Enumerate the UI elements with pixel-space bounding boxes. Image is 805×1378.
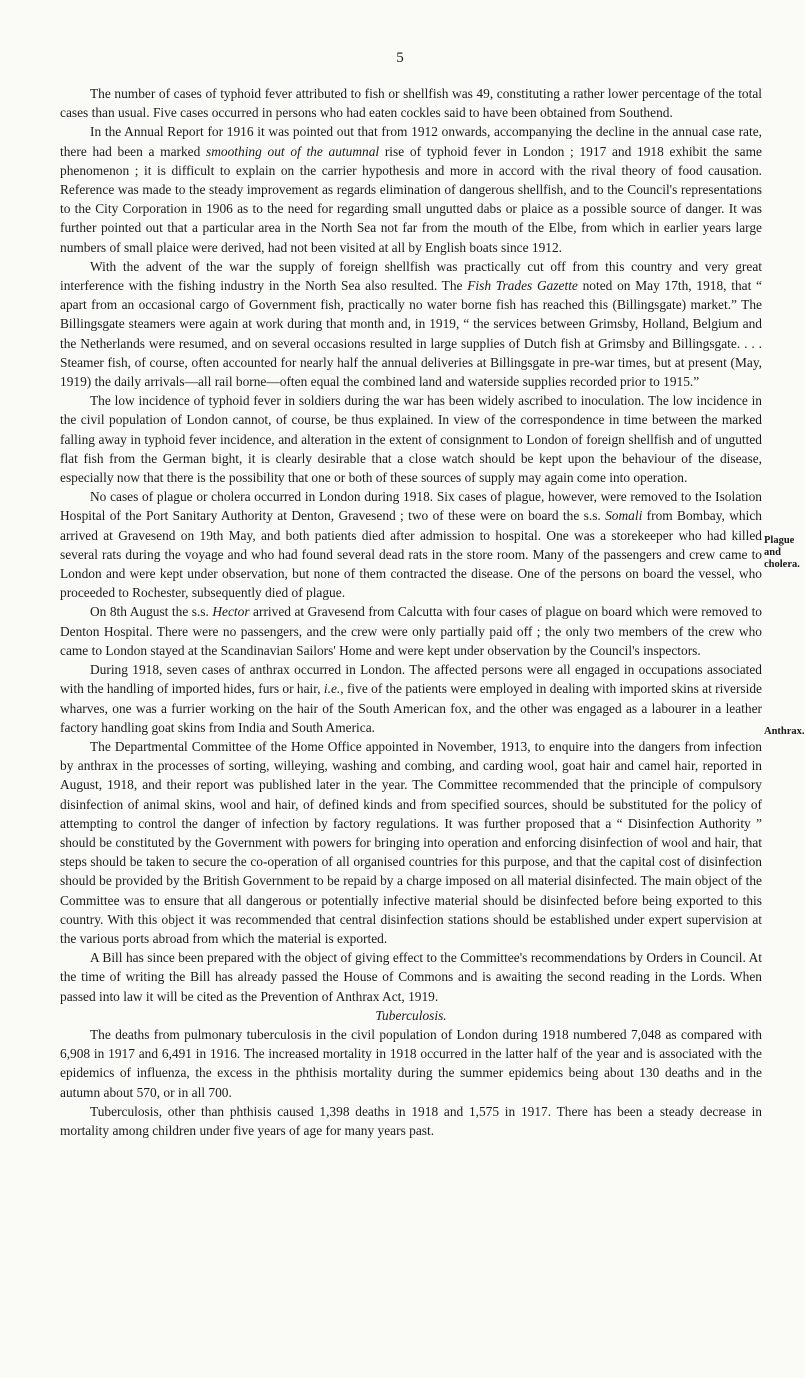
paragraph-inoculation: The low incidence of typhoid fever in soldiers during the war has been widely ascribed to inoculation. The low incidence in the civil population of London cannot, of course, be thus explained. In view of the correspondence in time between the marked falling away in typhoid fever incidence, and alteration in the extent of consignment to London of foreign shellfish and of ungutted flat fish from the German bight, it is clearly desirable that a close watch should be kept upon the behaviour of the disease, especially now that there is the possibility that one or both of these sources of supply may again come into operation.: [60, 393, 762, 486]
text-segment: arrived at Gravesend from Calcutta with four cases of plague on board which were removed to Denton Hospital. There were no passengers, and the crew were only partially paid off ; the only two members of the crew who came to London stayed at the Scandinavian Sailors' Home and were kept under observation by the Council's inspectors.: [60, 604, 762, 658]
text-segment: In the Annual Report for 1916 it was pointed out that from 1912 onwards, accompanying the decline in the annual case rate, there had been a marked: [60, 124, 762, 159]
emphasis: Hector: [212, 604, 250, 620]
paragraph-annual-report: [60, 122, 762, 256]
paragraph-tb-deaths: The deaths from pulmonary tuberculosis in the civil population of London during 1918 numbered 7,048 as compared with 6,908 in 1917 and 6,491 in 1916. The increased mortality in 1918 occurred in the latter half of the year and is associated with the epidemics of influenza, the excess in the phthisis mortality during the summer epidemics being about 130 deaths and in the autumn about 570, or in all 700.: [60, 1026, 762, 1100]
paragraph-departmental-committee: The Departmental Committee of the Home Office appointed in November, 1913, to enquire into the dangers from infection by anthrax in the processes of sorting, willeying, washing and combing, and carding wool, goat hair and camel hair, reported in August, 1918, and their report was published later in the year. The Committee recommended that the principle of compulsory disinfection of animal skins, wool and hair, of defined kinds and from specified sources, should be substituted for the policy of attempting to control the danger of infection by factory regulations. It was further proposed that a “ Disinfection Authority ” should be constituted by the Government with powers for bringing into operation and enforcing disinfection of wool and hair, that steps should be taken to secure the co-operation of all organised countries for this purpose, and that the capital cost of disinfection should be provided by the British Government to be repaid by a charge imposed on all material disinfected. The main object of the Committee was to ensure that all dangerous or potentially infective material should be disinfected before being exported to this country. With this object it was recommended that central disinfection stations should be established under expert supervision at the various ports abroad from which the material is exported.: [60, 738, 762, 946]
paragraph-plague-somali: [60, 487, 762, 602]
paragraph-anthrax-bill: A Bill has since been prepared with the object of giving effect to the Committee's recommendations by Orders in Council. At the time of writing the Bill has already passed the House of Commons and is awaiting the second reading in the Lords. When passed into law it will be cited as the Prevention of Anthrax Act, 1919.: [60, 950, 762, 1004]
margin-note-anthrax: Anthrax.: [764, 726, 805, 737]
text-segment: from Bombay, which arrived at Gravesend on 19th May, and both patients died after admission to hospital. One was a storekeeper who had killed several rats during the voyage and who had found several dead rats in the store room. Many of the passengers and crew came to London and were kept under observation, but none of them contracted the disease. One of the persons on board the vessel, who proceeded to Rochester, subsequently died of plague.: [60, 508, 762, 601]
emphasis: i.e.: [323, 681, 341, 697]
text-segment: During 1918, seven cases of anthrax occurred in London. The affected persons were all engaged in occupations associated with the handling of imported hides, furs or hair,: [60, 662, 762, 697]
emphasis: Fish Trades Gazette: [467, 278, 578, 294]
margin-note-plague: Plague and cholera.: [764, 535, 800, 570]
text-segment: On 8th August the s.s.: [90, 604, 213, 620]
text-segment: No cases of plague or cholera occurred in London during 1918. Six cases of plague, however, were removed to the Isolation Hospital of the Port Sanitary Authority at Denton, Gravesend ; two of these were on board the s.s.: [60, 489, 762, 524]
emphasis: smoothing out of the autumnal: [206, 143, 380, 159]
text-segment: noted on May 17th, 1918, that “ apart from an occasional cargo of Government fish, practically no water borne fish has reached this (Billingsgate) market.” The Billingsgate steamers were again at work during that month and, in 1919, “ the services between Grimsby, Holland, Belgium and the Netherlands were resumed, and on several occasions resulted in large supplies of Dutch fish at Grimsby and Billingsgate. . . . Steamer fish, of course, often accounted for nearly half the annual deliveries at Billingsgate in pre-war times, but at present (May, 1919) the daily arrivals—all rail borne—often equal the combined land and waterside supplies recorded prior to 1915.”: [60, 278, 762, 390]
section-heading-tuberculosis: Tuberculosis.: [375, 1007, 447, 1023]
body-text: [60, 84, 762, 1140]
paragraph-plague-hector: [60, 602, 762, 660]
paragraph-anthrax-cases: [60, 660, 762, 737]
paragraph-tb-other: Tuberculosis, other than phthisis caused 1,398 deaths in 1918 and 1,575 in 1917. There has been a steady decrease in mortality among children under five years of age for many years past.: [60, 1103, 762, 1138]
text-segment: With the advent of the war the supply of foreign shellfish was practically cut off from this country and very great interference with the fishing industry in the North Sea also resulted. The: [60, 258, 762, 294]
page-number: 5: [396, 50, 404, 66]
emphasis: Somali: [605, 508, 643, 524]
paragraph-war-supply: [60, 257, 762, 391]
paragraph-typhoid-shellfish: The number of cases of typhoid fever attributed to fish or shellfish was 49, constituting a rather lower percentage of the total cases than usual. Five cases occurred in persons who had eaten cockles said to have been obtained from Southend.: [60, 86, 762, 121]
text-segment: , five of the patients were employed in dealing with imported skins at riverside wharves, one was a furrier working on the hair of the South American fox, and the other was engaged as a labourer in a leather factory handling goat skins from India and South America.: [60, 681, 762, 735]
text-segment: rise of typhoid fever in London ; 1917 and 1918 exhibit the same phenomenon ; it is difficult to explain on the carrier hypothesis and more in accord with the rival theory of food causation. Reference was made to the steady improvement as regards elimination of dangerous shellfish, and to the Council's representations to the City Corporation in 1906 as to the need for regarding small ungutted dabs or plaice as a possible source of danger. It was further pointed out that a particular area in the North Sea not far from the mouth of the Elbe, from which in earlier years large numbers of small plaice were derived, had not been visited at all by English boats since 1912.: [60, 143, 762, 255]
